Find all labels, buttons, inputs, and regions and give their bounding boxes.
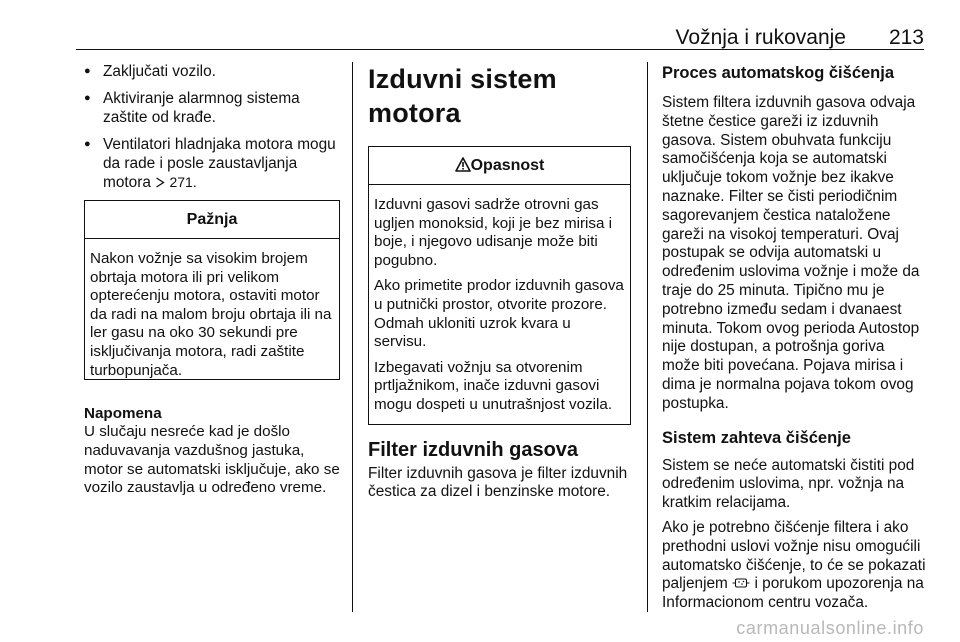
section-title: Izduvni sistem motora	[368, 64, 557, 128]
column-right	[662, 62, 926, 613]
list-item: ● Aktiviranje alarmnog sistema zaštite od krađe.	[84, 89, 340, 127]
cleaning-required-text-1: Sistem se neće automatski čistiti pod određenim uslovima, npr. vožnja na kratkim relacijama.	[662, 456, 915, 512]
caution-box	[84, 200, 340, 380]
column-middle	[368, 62, 631, 502]
warning-title: Opasnost	[470, 157, 545, 174]
warning-box	[368, 146, 631, 425]
header-title: Vožnja i rukovanje	[675, 26, 846, 49]
cleaning-process-text: Sistem filtera izduvnih gasova odvaja štetne čestice gareži iz izduvnih gasova. Sistem obuhvata funkciju samočišćenja koja se automatski uključuje tokom vožnje bez ikakve naznake. Filter se čisti periodičnim sagorevanjem čestica nataložene gareži na visokoj temperaturi. Ovaj postupak se odvija automatski u određenim uslovima vožnje i može da traje do 25 minuta. Tipično mu je potrebno između sedam i dvanaest minuta. Tokom ovog perioda Autostop nije dostupan, a potrošnja goriva može biti povećana. Pojava mirisa i dima je normalna pojava tokom ovog postupka.	[662, 94, 920, 412]
cleaning-process-title: Proces automatskog čišćenja	[662, 64, 895, 82]
column-divider	[352, 62, 353, 612]
bullet-list	[84, 62, 340, 192]
page-reference[interactable]: 271.	[169, 174, 197, 190]
cleaning-required-text-2: Ako je potrebno čišćenje filtera i ako prethodni uslovi vožnje nisu omogućili automatsko čišćenje, to će se pokazati paljenjem i porukom upozorenja na Informacionom centru vozača.	[662, 518, 926, 612]
column-divider	[647, 62, 648, 612]
warning-triangle-icon	[455, 157, 471, 172]
watermark: carmanualsonline.info	[736, 618, 924, 638]
header-divider	[76, 49, 924, 50]
note-text: U slučaju nesreće kad je došlo naduvavanja vazdušnog jastuka, motor se automatski isključuje, ako se vozilo zaustavlja u određeno vreme.	[84, 423, 340, 497]
list-item: ● Zaključati vozilo.	[84, 62, 340, 81]
page-reference-arrow-icon	[155, 177, 165, 188]
warning-title-row	[369, 147, 630, 185]
note-heading: Napomena	[84, 405, 162, 422]
cleaning-required-title: Sistem zahteva čišćenje	[662, 428, 851, 447]
exhaust-filter-warning-icon	[732, 576, 750, 590]
page-number: 213	[888, 26, 924, 49]
list-item: ● Ventilatori hladnjaka motora mogu da rade i posle zaustavljanja motora 271.	[84, 135, 340, 192]
caution-title: Pažnja	[85, 201, 339, 239]
warning-text: Izduvni gasovi sadrže otrovni gas ugljen monoksid, koji je bez mirisa i boje, i njegovo udisanje može biti pogubno. Ako primetite prodor izduvnih gasova u putnički prostor, otvorite prozore. Odmah ukloniti uzrok kvara u servisu. Izbegavati vožnju sa otvorenim prtljažnikom, inače izduvni gasovi mogu dospeti u unutrašnjost vozila.	[374, 196, 624, 413]
filter-title: Filter izduvnih gasova	[368, 438, 579, 461]
filter-text: Filter izduvnih gasova je filter izduvnih čestica za dizel i benzinske motore.	[368, 464, 628, 501]
page-header	[76, 22, 924, 50]
caution-text: Nakon vožnje sa visokim brojem obrtaja motora ili pri velikom opterećenju motora, ostaviti motor da radi na malom broju obrtaja ili na ler gasu na oko 30 sekundi pre isključivanja motora, radi zaštite turbopunjača.	[90, 250, 332, 379]
column-left	[84, 62, 340, 498]
note	[84, 404, 340, 498]
